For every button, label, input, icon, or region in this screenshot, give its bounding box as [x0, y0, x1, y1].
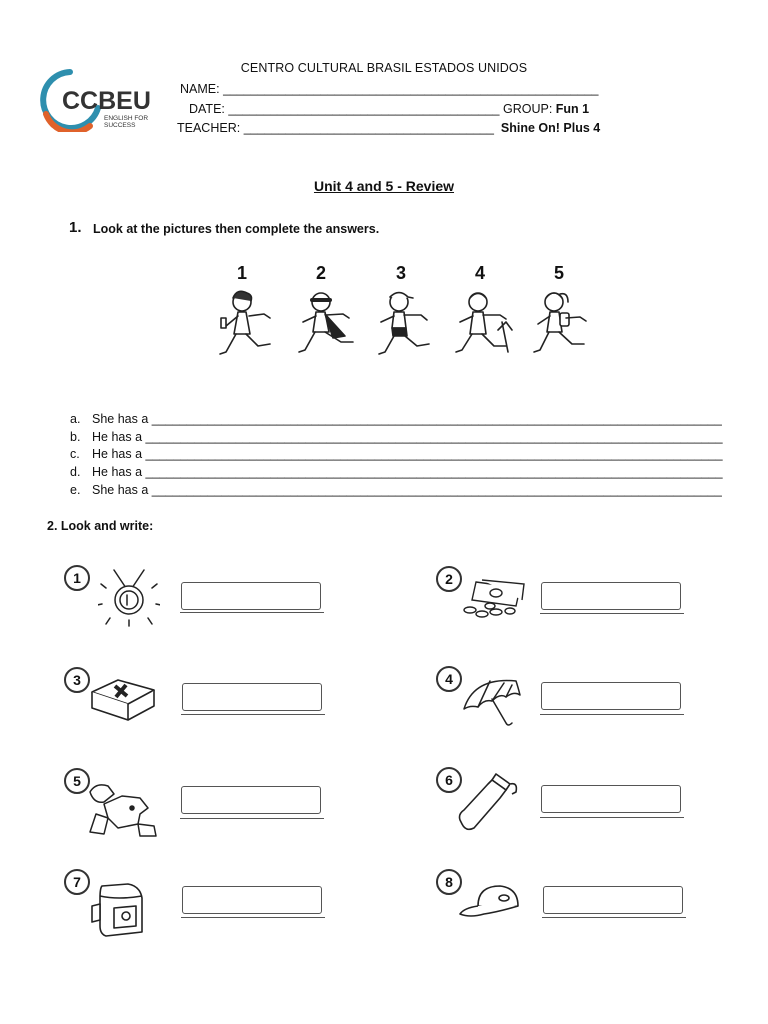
exercise-2-instruction: 2. Look and write: — [47, 519, 154, 533]
answer-box-7[interactable] — [182, 886, 322, 914]
answer-field[interactable]: __________________________________________________________________________________ — [151, 483, 722, 497]
answer-letter: a. — [70, 412, 81, 426]
answer-field[interactable]: ___________________________________________________________________________________ — [145, 447, 723, 461]
answer-prompt: He has a — [92, 430, 143, 444]
exercise-1-number: 1. — [69, 219, 82, 236]
logo-brand: CCBEU — [62, 87, 151, 115]
group-value: Fun 1 — [555, 102, 590, 116]
picture-number: 3 — [396, 263, 407, 283]
teacher-label: TEACHER: — [177, 121, 241, 135]
teacher-field[interactable]: ____________________________________ — [243, 121, 494, 135]
first-aid-kit-icon — [88, 674, 158, 724]
answer-line-1 — [180, 612, 324, 613]
picture-number: 5 — [554, 263, 565, 283]
logo-tagline-1: ENGLISH FOR — [104, 115, 149, 122]
cap-icon — [456, 880, 522, 922]
clothes-icon — [82, 778, 164, 840]
picture-number: 1 — [237, 263, 248, 283]
running-kids-illustration — [210, 258, 595, 376]
item-number-3: 3 — [64, 667, 90, 693]
name-field[interactable]: ______________________________________________________ — [223, 82, 599, 96]
exercise-1-instruction: Look at the pictures then complete the answers. — [93, 222, 380, 236]
runner-2-icon — [299, 293, 353, 352]
organization-name: CENTRO CULTURAL BRASIL ESTADOS UNIDOS — [240, 61, 528, 75]
answer-line-3 — [181, 714, 325, 715]
answer-field[interactable]: ___________________________________________________________________________________ — [145, 430, 723, 444]
item-number-1: 1 — [64, 565, 90, 591]
runner-3-icon — [379, 293, 429, 355]
date-field[interactable]: _______________________________________ — [228, 102, 500, 116]
answer-line-4 — [540, 714, 684, 715]
date-label: DATE: — [189, 102, 225, 116]
answer-box-1[interactable] — [181, 582, 321, 610]
answer-line-7 — [181, 917, 325, 918]
answer-row-e — [70, 483, 722, 497]
answer-letter: b. — [70, 430, 81, 444]
answer-row-b — [70, 430, 723, 444]
answer-box-8[interactable] — [543, 886, 683, 914]
runner-1-icon — [220, 291, 270, 354]
answer-box-2[interactable] — [541, 582, 681, 610]
water-bottle-icon — [456, 766, 522, 832]
item-number-7: 7 — [64, 869, 90, 895]
picture-number: 2 — [316, 263, 327, 283]
answer-row-a — [70, 412, 722, 426]
logo-tagline-2: SUCCESS — [104, 122, 136, 129]
item-number-8: 8 — [436, 869, 462, 895]
picture-number: 4 — [475, 263, 486, 283]
runner-5-icon — [534, 293, 586, 352]
ccbeu-logo — [40, 68, 170, 132]
answer-box-5[interactable] — [181, 786, 321, 814]
answer-box-6[interactable] — [541, 785, 681, 813]
page-title: Unit 4 and 5 - Review — [313, 178, 455, 194]
answer-letter: d. — [70, 465, 81, 479]
teacher-row — [177, 121, 600, 135]
answer-box-3[interactable] — [182, 683, 322, 711]
answer-row-d — [70, 465, 723, 479]
answer-row-c — [70, 447, 723, 461]
runner-4-icon — [456, 293, 512, 352]
answer-field[interactable]: ___________________________________________________________________________________ — [145, 465, 723, 479]
umbrella-icon — [460, 675, 524, 731]
name-label: NAME: — [180, 82, 220, 96]
answer-line-2 — [540, 613, 684, 614]
book-name: Shine On! Plus 4 — [500, 121, 601, 135]
answer-letter: c. — [70, 447, 80, 461]
name-row — [180, 82, 598, 96]
answer-line-5 — [180, 818, 324, 819]
answer-prompt: She has a — [92, 483, 149, 497]
item-number-5: 5 — [64, 768, 90, 794]
answer-prompt: She has a — [92, 412, 149, 426]
answer-line-6 — [540, 817, 684, 818]
item-number-6: 6 — [436, 767, 462, 793]
answer-prompt: He has a — [92, 447, 143, 461]
backpack-icon — [88, 880, 150, 940]
answer-letter: e. — [70, 483, 81, 497]
answer-line-8 — [542, 917, 686, 918]
answer-prompt: He has a — [92, 465, 143, 479]
item-number-2: 2 — [436, 566, 462, 592]
answer-box-4[interactable] — [541, 682, 681, 710]
date-row — [189, 102, 589, 116]
money-icon — [462, 578, 528, 620]
item-number-4: 4 — [436, 666, 462, 692]
answer-field[interactable]: __________________________________________________________________________________ — [151, 412, 722, 426]
medal-icon — [98, 564, 160, 628]
group-label: GROUP: — [502, 102, 553, 116]
